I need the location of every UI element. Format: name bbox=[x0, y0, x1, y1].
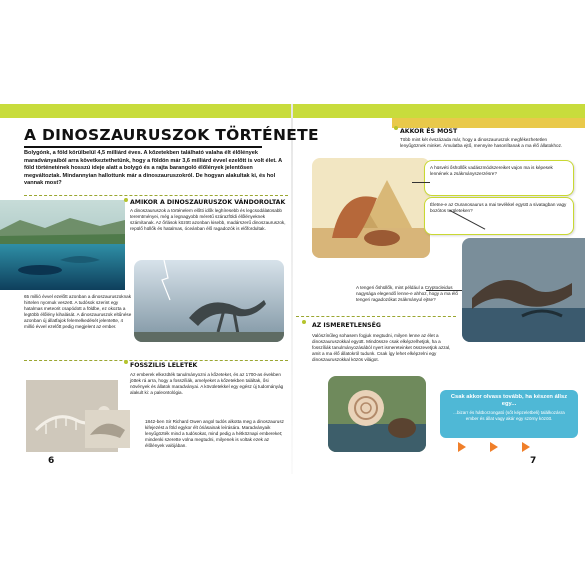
teaser-title: Csak akkor olvass tovább, ha készen állsz egy... bbox=[450, 394, 568, 408]
callout-box bbox=[424, 197, 574, 235]
cryptocleidus-harbor-photo bbox=[462, 238, 585, 342]
page-number-right: 7 bbox=[530, 456, 537, 466]
section-divider bbox=[24, 195, 288, 196]
next-arrow-icon bbox=[490, 442, 498, 452]
page-number-left: 6 bbox=[48, 456, 55, 466]
teaser-box bbox=[440, 390, 578, 438]
leader-line bbox=[426, 290, 462, 291]
yellow-header-tab bbox=[392, 118, 585, 128]
knowledge-paragraph: Valószínűleg sohasem fogjuk megtudni, milyen lenne az élet a dinoszauruszokkal együtt. Mindössze csak elképzelhetjük, ha a fosszíliák tanulmányozásából nyert ismereteinket összevetjük azzal, amit a ma élő állatokról tudunk. Csak így lehet elképzelni egy dinoszauruszokkal közös világot. bbox=[312, 333, 451, 363]
decorative-dot bbox=[394, 126, 398, 130]
decorative-dot bbox=[124, 360, 128, 364]
fossils-paragraph: Az emberek elkezdték tanulmányozni a kőzeteket, és az 1700-as években jöttek rá arra, hogy a fosszíliák, amelyeket a kőzetekben találtak, ősi növények és állatok maradványai. A kövületekkel egy egész új tudományág alakult ki: a paleontológia. bbox=[130, 372, 284, 396]
dimetrodon-pyramids-photo bbox=[312, 158, 430, 258]
section-heading-wander: AMIKOR A DINOSZAURUSZOK VÁNDOROLTAK bbox=[130, 199, 286, 206]
storm-scene-illustration bbox=[134, 260, 284, 342]
owen-paragraph: 1842-ben Sir Richard Owen angol tudós alkotta meg a dinoszaurusz kifejezést a föld egykor élt óriásainak leírására. Maradványaik lenyűgözték mind a tudósokat, mind pedig a hétköznapi embereket; mindenki szerette volna megtudni, milyenek is voltak ezek az élőlények valójában. bbox=[145, 419, 284, 449]
section-divider bbox=[296, 316, 456, 317]
section-heading-fossils: FOSSZILIS LELETEK bbox=[130, 362, 198, 369]
harbor-scene-illustration bbox=[462, 238, 585, 342]
ammonite-otter-photo bbox=[328, 376, 426, 452]
leader-line bbox=[412, 182, 430, 183]
prehistoric-ocean-photo bbox=[0, 200, 125, 290]
extinction-paragraph: 65 millió évvel ezelőtt azonban a dinoszauruszoknak hirtelen nyomuk veszett. A tudósok szerint egy hatalmas meteorit csapódott a földbe, ez okozta a legtöbb élőlény kihalását. A dinoszauruszok eltűnése azonban új állatfajok felemelkedését jelentette, 4 millió évvel ezelőtt pedig megjelent az ember. bbox=[24, 294, 132, 330]
skull-fossil-photo bbox=[85, 410, 130, 448]
callout-3-text: A tengeri őshüllők, mint például a Cryptocleidus nagysága elegendő lenne-e ahhoz, hogy a ma élő tengeri ragadozókat zsákmányul ejtse? bbox=[356, 285, 458, 303]
skull-illustration bbox=[85, 410, 130, 448]
ammonite-illustration bbox=[328, 376, 426, 452]
page-title: A DINOSZAURUSZOK TÖRTÉNETE bbox=[24, 126, 319, 144]
next-arrow-icon bbox=[522, 442, 530, 452]
decorative-dot bbox=[302, 320, 306, 324]
callout-text: Életne-e az Ouranosaurus a mai tevékkel együtt a sivatagban vagy bozótos területeken? bbox=[430, 202, 567, 214]
section-heading-knowledge: AZ ISMERETLENSÉG bbox=[312, 322, 381, 329]
title-underline bbox=[24, 146, 262, 148]
ocean-scene-illustration bbox=[0, 200, 125, 290]
now-paragraph: Több mint két évszázada már, hogy a dinoszauruszok megfékezhetetlen lenyűgöznek minket. Ámulatba ejtő, mennyire hasonlítanak a ma élő állatokhoz. bbox=[400, 137, 563, 149]
desert-scene-illustration bbox=[312, 158, 430, 258]
callout-text: A hüsvéti őshüllők vadászmódszereiket vajon ma is képesek lennének a zsákmányszerzésre? bbox=[430, 165, 553, 177]
next-arrow-icon bbox=[458, 442, 466, 452]
wander-paragraph: A dinoszauruszok a történelem előtti idők leghíresebb és legcsodálatosabb teremtményei, még a legnagyobb méretű szárazföldi élőlényeknek számítanak. Az őrlások között azonban kisebb, madárszerű dinoszauruszok, repülő hüllők és hatalmas, óceánban élő ragadozók is előfordultak. bbox=[130, 208, 286, 232]
book-spine-shadow bbox=[291, 104, 293, 474]
teaser-body: ...bizarr és hátborzongató (sőt képzeletbeli) találkozásra ember és állat vagy akár egy szörny között. bbox=[453, 410, 565, 421]
intro-paragraph: Bolygónk, a föld körülbelül 4,5 milliárd éves. A kőzetekben található valaha élt élőlények maradványaiból arra következtethetünk, hogy a földön már 3,6 milliárd évvel ezelőtt is volt élet. A föld történetének hosszú ideje alatt a bolygó és a rajta barangoló élőlények jelentősen megváltoztak. Mindannyian hallottunk már a dinoszauruszokról. De hogyan alakultak ki, és hol vannak most? bbox=[24, 150, 282, 187]
section-divider bbox=[24, 360, 288, 361]
section-heading-now: AKKOR ÉS MOST bbox=[400, 128, 458, 135]
dinosaur-storm-photo bbox=[134, 260, 284, 342]
decorative-dot bbox=[124, 198, 128, 202]
callout-box bbox=[424, 160, 574, 196]
